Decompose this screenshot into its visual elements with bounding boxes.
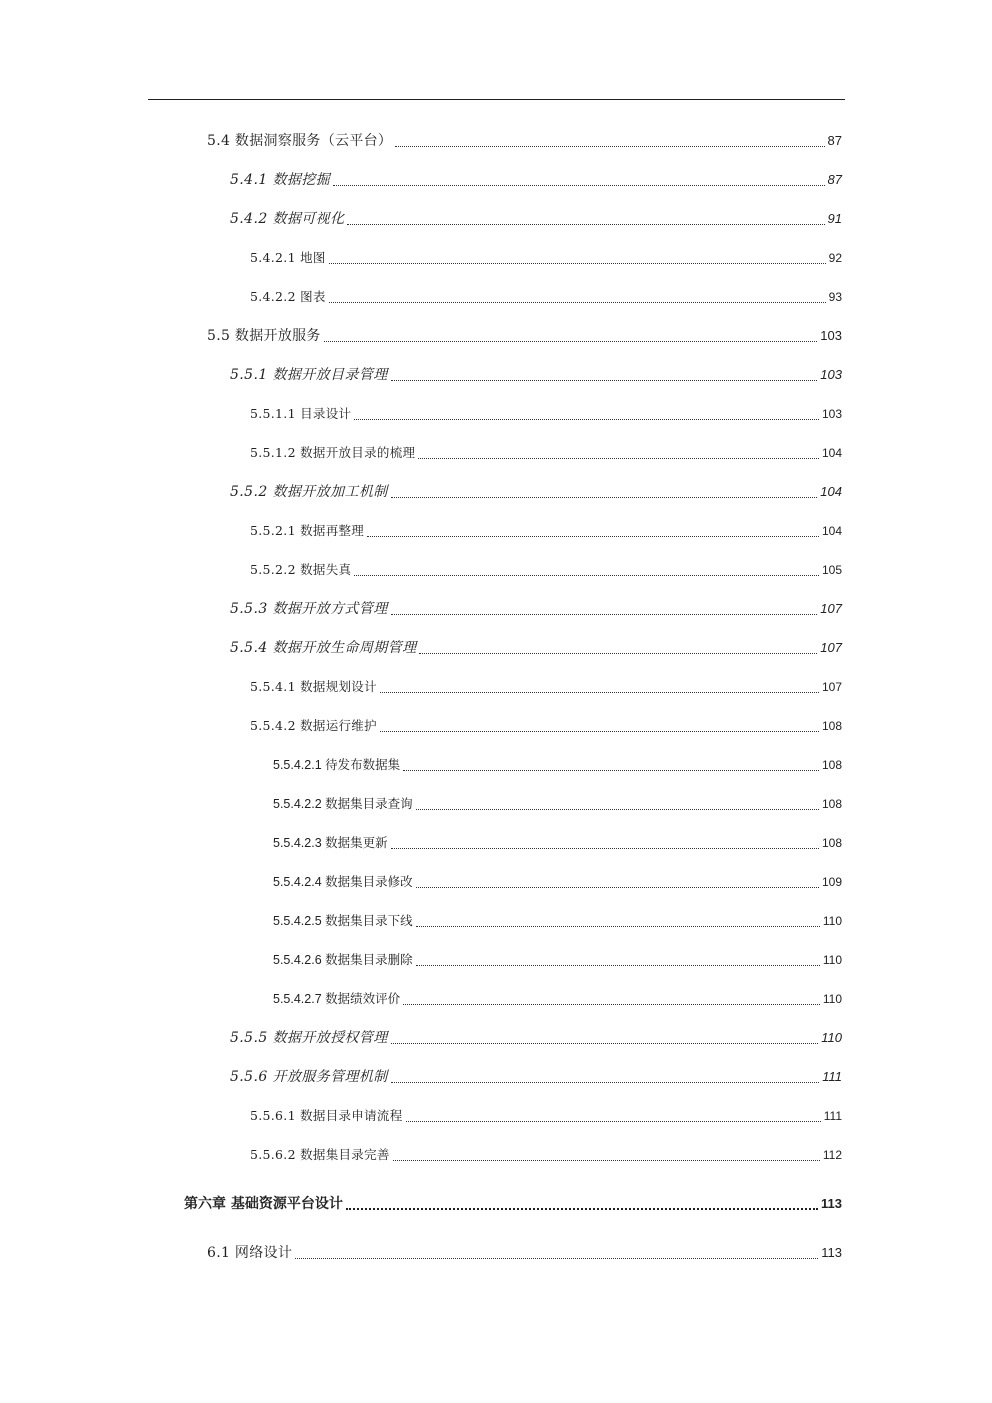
toc-entry[interactable] <box>250 1102 842 1126</box>
toc-entry-page: 110 <box>822 953 842 967</box>
toc-entry-label: 5.5.1 数据开放目录管理 <box>230 367 388 383</box>
toc-entry-label: 5.5.4 数据开放生命周期管理 <box>230 640 417 656</box>
toc-entry[interactable] <box>230 1063 842 1087</box>
dot-leader <box>393 1160 820 1161</box>
dot-leader <box>295 1258 818 1259</box>
dot-leader <box>418 458 819 459</box>
toc-entry-page: 110 <box>822 992 842 1006</box>
dot-leader <box>391 1082 820 1083</box>
dot-leader <box>406 1121 821 1122</box>
toc-entry[interactable] <box>250 517 842 541</box>
toc-entry-page: 110 <box>822 914 842 928</box>
toc-entry[interactable] <box>273 946 842 970</box>
toc-entry-page: 103 <box>821 407 842 421</box>
toc-entry-page: 111 <box>823 1109 842 1123</box>
toc-entry-label: 5.5.4.2.4 数据集目录修改 <box>273 875 413 889</box>
toc-entry-page: 112 <box>822 1148 842 1162</box>
toc-entry-label: 5.5.4.2.5 数据集目录下线 <box>273 914 413 928</box>
toc-entry[interactable] <box>250 556 842 580</box>
toc-entry-page: 103 <box>820 367 842 382</box>
toc-entry-label: 5.5.6.1 数据目录申请流程 <box>250 1108 403 1123</box>
toc-entry[interactable] <box>250 283 842 307</box>
toc-entry[interactable] <box>273 985 842 1009</box>
toc-entry-label: 5.5.4.2.7 数据绩效评价 <box>273 992 401 1006</box>
dot-leader <box>416 926 820 927</box>
toc-entry-page: 92 <box>828 251 842 265</box>
dot-leader <box>391 497 818 498</box>
dot-leader <box>354 419 819 420</box>
dot-leader <box>324 341 818 342</box>
toc-entry-label: 5.5.2.1 数据再整理 <box>250 523 365 538</box>
dot-leader <box>329 302 826 303</box>
toc-entry-page: 110 <box>821 1030 842 1045</box>
dot-leader <box>354 575 819 576</box>
dot-leader <box>347 224 824 225</box>
toc-entry[interactable] <box>250 244 842 268</box>
dot-leader <box>419 653 817 654</box>
dot-leader <box>391 1043 819 1044</box>
toc-entry-page: 108 <box>821 797 842 811</box>
dot-leader <box>416 887 819 888</box>
toc-entry[interactable] <box>273 829 842 853</box>
toc-entry-label: 5.5.4.1 数据规划设计 <box>250 679 377 694</box>
toc-entry-label: 5.4.1 数据挖掘 <box>230 172 331 188</box>
toc-entry-label: 5.5.4.2 数据运行维护 <box>250 718 377 733</box>
toc-entry[interactable] <box>230 361 842 385</box>
toc-entry-label: 5.4 数据洞察服务（云平台） <box>207 133 393 149</box>
dot-leader <box>380 692 819 693</box>
toc-entry-page: 87 <box>827 133 842 148</box>
toc-entry-label: 5.5.4.2.6 数据集目录删除 <box>273 953 413 967</box>
toc-entry-page: 87 <box>827 172 842 187</box>
toc-entry-label: 5.5.6.2 数据集目录完善 <box>250 1147 390 1162</box>
dot-leader <box>403 770 819 771</box>
toc-entry-page: 107 <box>820 601 842 616</box>
dot-leader <box>403 1004 820 1005</box>
toc-entry-label: 5.5.2.2 数据失真 <box>250 562 352 577</box>
toc-entry-label: 5.5.4.2.3 数据集更新 <box>273 836 388 850</box>
toc-chapter-entry[interactable] <box>184 1190 842 1214</box>
toc-entry[interactable] <box>230 166 842 190</box>
toc-entry[interactable] <box>230 478 842 502</box>
toc-entry[interactable] <box>250 1141 842 1165</box>
toc-entry-label: 5.5.4.2.2 数据集目录查询 <box>273 797 413 811</box>
dot-leader <box>395 146 824 147</box>
dot-leader <box>329 263 826 264</box>
dot-leader <box>416 965 820 966</box>
toc-entry[interactable] <box>273 751 842 775</box>
toc-entry-page: 103 <box>820 328 842 343</box>
toc-entry-label: 6.1 网络设计 <box>207 1245 293 1261</box>
toc-entry[interactable] <box>207 322 842 346</box>
toc-entry[interactable] <box>250 439 842 463</box>
toc-entry-label: 5.4.2.2 图表 <box>250 289 326 304</box>
toc-entry-label: 第六章 基础资源平台设计 <box>184 1196 343 1212</box>
dot-leader <box>380 731 819 732</box>
toc-entry[interactable] <box>207 127 842 151</box>
toc-entry-label: 5.5.3 数据开放方式管理 <box>230 601 388 617</box>
toc-entry-label: 5.5.2 数据开放加工机制 <box>230 484 388 500</box>
toc-entry[interactable] <box>250 400 842 424</box>
dot-leader <box>391 614 818 615</box>
dot-leader <box>367 536 819 537</box>
toc-entry[interactable] <box>230 205 842 229</box>
toc-entry-page: 113 <box>821 1196 842 1211</box>
toc-entry-page: 108 <box>821 758 842 772</box>
toc-entry-page: 105 <box>821 563 842 577</box>
toc-entry-page: 107 <box>821 680 842 694</box>
dot-leader <box>391 848 819 849</box>
toc-entry-page: 104 <box>820 484 842 499</box>
toc-entry-page: 108 <box>821 719 842 733</box>
toc-entry[interactable] <box>273 790 842 814</box>
toc-entry-page: 108 <box>821 836 842 850</box>
toc-entry[interactable] <box>230 595 842 619</box>
toc-entry-label: 5.5.1.1 目录设计 <box>250 406 352 421</box>
toc-entry[interactable] <box>273 868 842 892</box>
dot-leader <box>416 809 819 810</box>
toc-entry-page: 104 <box>821 524 842 538</box>
dot-leader <box>333 185 824 186</box>
toc-entry-label: 5.5 数据开放服务 <box>207 328 321 344</box>
toc-entry-page: 107 <box>820 640 842 655</box>
toc-entry-label: 5.5.4.2.1 待发布数据集 <box>273 758 401 772</box>
toc-entry-label: 5.4.2.1 地图 <box>250 250 326 265</box>
toc-entry-label: 5.5.5 数据开放授权管理 <box>230 1030 388 1046</box>
toc-entry[interactable] <box>273 907 842 931</box>
toc-entry-page: 104 <box>821 446 842 460</box>
toc-entry-page: 109 <box>821 875 842 889</box>
toc-entry[interactable] <box>250 712 842 736</box>
toc-entry-page: 111 <box>822 1069 842 1084</box>
toc-entry-page: 93 <box>828 290 842 304</box>
toc-entry-page: 91 <box>827 211 842 226</box>
toc-entry[interactable] <box>230 634 842 658</box>
toc-entry-label: 5.5.1.2 数据开放目录的梳理 <box>250 445 416 460</box>
toc-entry[interactable] <box>207 1239 842 1263</box>
dot-leader <box>346 1208 818 1210</box>
toc-entry[interactable] <box>250 673 842 697</box>
toc-entry[interactable] <box>230 1024 842 1048</box>
toc-entry-page: 113 <box>821 1245 842 1260</box>
toc-entry-label: 5.4.2 数据可视化 <box>230 211 345 227</box>
toc-entry-label: 5.5.6 开放服务管理机制 <box>230 1069 388 1085</box>
dot-leader <box>391 380 818 381</box>
